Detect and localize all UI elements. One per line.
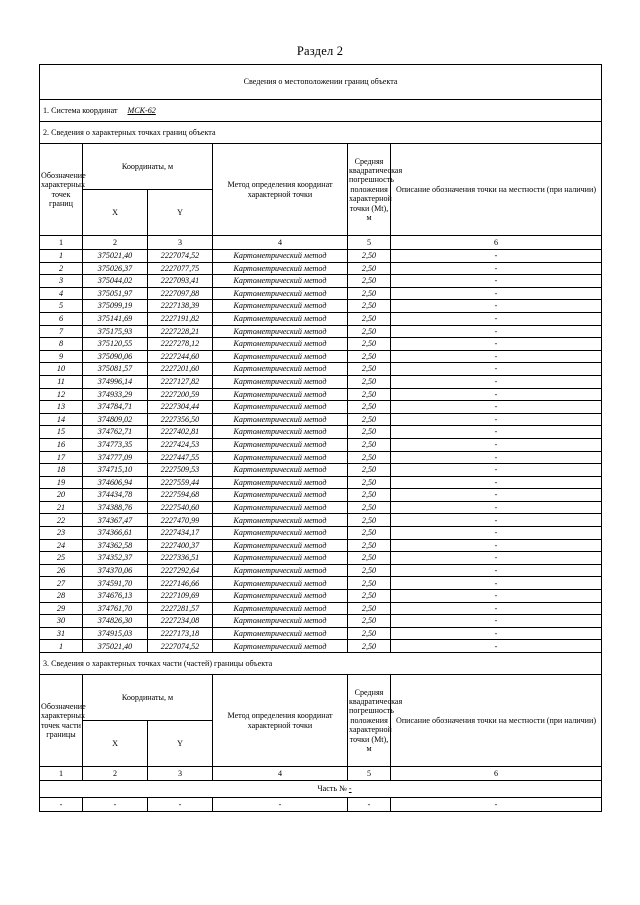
point-description: -: [391, 501, 602, 514]
document-banner: Сведения о местоположении границ объекта: [40, 65, 602, 100]
part-colnum-5: 5: [348, 767, 391, 781]
table-row: [40, 640, 602, 653]
point-y: 2227228,21: [148, 325, 213, 338]
point-method: Картометрический метод: [213, 602, 348, 615]
point-y: 2227093,41: [148, 275, 213, 288]
point-number: 6: [40, 312, 83, 325]
point-mt: 2,50: [348, 514, 391, 527]
point-y: 2227200,59: [148, 388, 213, 401]
header-method: Метод определения координат характерной точки: [213, 144, 348, 236]
point-method: Картометрический метод: [213, 338, 348, 351]
point-mt: 2,50: [348, 426, 391, 439]
point-mt: 2,50: [348, 577, 391, 590]
point-method: Картометрический метод: [213, 627, 348, 640]
colnum-5: 5: [348, 236, 391, 250]
table-row: [40, 552, 602, 565]
point-description: -: [391, 338, 602, 351]
point-method: Картометрический метод: [213, 501, 348, 514]
point-x: 374606,94: [83, 476, 148, 489]
point-method: Картометрический метод: [213, 527, 348, 540]
header-description: Описание обозначения точки на местности (при наличии): [391, 144, 602, 236]
point-mt: 2,50: [348, 489, 391, 502]
point-description: -: [391, 325, 602, 338]
part-number-label: Часть №: [317, 784, 347, 794]
point-description: -: [391, 426, 602, 439]
point-number: 24: [40, 539, 83, 552]
point-method: Картометрический метод: [213, 388, 348, 401]
point-x: 374996,14: [83, 375, 148, 388]
table-row: [40, 527, 602, 540]
point-number: 10: [40, 363, 83, 376]
point-description: -: [391, 577, 602, 590]
point-method: Картометрический метод: [213, 300, 348, 313]
colnum-1: 1: [40, 236, 83, 250]
point-method: Картометрический метод: [213, 552, 348, 565]
header-point-designation: Обозначение характерных точек границ: [40, 144, 83, 236]
point-method: Картометрический метод: [213, 590, 348, 603]
point-x: 374933,29: [83, 388, 148, 401]
point-method: Картометрический метод: [213, 401, 348, 414]
table-row: [40, 451, 602, 464]
point-mt: 2,50: [348, 590, 391, 603]
point-mt: 2,50: [348, 312, 391, 325]
point-number: 22: [40, 514, 83, 527]
point-mt: 2,50: [348, 275, 391, 288]
point-x: 374809,02: [83, 413, 148, 426]
point-number: 2: [40, 262, 83, 275]
part-empty-cell-1: -: [40, 798, 83, 812]
section2-header-row-1: [40, 144, 602, 190]
point-x: 375021,40: [83, 250, 148, 263]
point-x: 374784,71: [83, 401, 148, 414]
part-number-cell: [40, 781, 602, 798]
point-y: 2227509,53: [148, 464, 213, 477]
point-method: Картометрический метод: [213, 451, 348, 464]
point-mt: 2,50: [348, 338, 391, 351]
header-x-part: X: [83, 721, 148, 767]
section3-numbering-row: [40, 767, 602, 781]
point-x: 374352,37: [83, 552, 148, 565]
point-method: Картометрический метод: [213, 640, 348, 653]
table-row: [40, 564, 602, 577]
table-row: [40, 401, 602, 414]
part-number-value: -: [348, 784, 352, 794]
section3-title-row: [40, 653, 602, 675]
point-y: 2227292,64: [148, 564, 213, 577]
point-y: 2227402,81: [148, 426, 213, 439]
point-number: 16: [40, 438, 83, 451]
point-mt: 2,50: [348, 451, 391, 464]
point-mt: 2,50: [348, 501, 391, 514]
point-mt: 2,50: [348, 640, 391, 653]
table-row: [40, 501, 602, 514]
table-row: [40, 627, 602, 640]
point-description: -: [391, 539, 602, 552]
point-description: -: [391, 476, 602, 489]
point-number: 1: [40, 640, 83, 653]
point-mt: 2,50: [348, 401, 391, 414]
point-method: Картометрический метод: [213, 250, 348, 263]
point-method: Картометрический метод: [213, 426, 348, 439]
point-y: 2227244,60: [148, 350, 213, 363]
table-row: [40, 489, 602, 502]
point-number: 17: [40, 451, 83, 464]
point-method: Картометрический метод: [213, 476, 348, 489]
point-description: -: [391, 312, 602, 325]
point-number: 28: [40, 590, 83, 603]
point-description: -: [391, 640, 602, 653]
point-description: -: [391, 375, 602, 388]
point-description: -: [391, 590, 602, 603]
table-row: [40, 262, 602, 275]
point-number: 23: [40, 527, 83, 540]
part-empty-cell-6: -: [391, 798, 602, 812]
coordinate-system-cell: [40, 100, 602, 122]
point-method: Картометрический метод: [213, 539, 348, 552]
point-description: -: [391, 438, 602, 451]
point-y: 2227559,44: [148, 476, 213, 489]
point-y: 2227173,18: [148, 627, 213, 640]
table-row: [40, 577, 602, 590]
point-method: Картометрический метод: [213, 375, 348, 388]
point-method: Картометрический метод: [213, 312, 348, 325]
header-y-part: Y: [148, 721, 213, 767]
point-y: 2227434,17: [148, 527, 213, 540]
part-empty-cell-2: -: [83, 798, 148, 812]
part-empty-row: [40, 798, 602, 812]
boundary-info-table: [39, 64, 602, 812]
section3-title: 3. Сведения о характерных точках части (частей) границы объекта: [40, 653, 602, 675]
point-description: -: [391, 300, 602, 313]
point-description: -: [391, 451, 602, 464]
colnum-6: 6: [391, 236, 602, 250]
table-row: [40, 338, 602, 351]
point-mt: 2,50: [348, 250, 391, 263]
section2-title: 2. Сведения о характерных точках границ объекта: [40, 122, 602, 144]
header-description-part: Описание обозначения точки на местности (при наличии): [391, 675, 602, 767]
point-number: 9: [40, 350, 83, 363]
point-mt: 2,50: [348, 627, 391, 640]
point-x: 375044,02: [83, 275, 148, 288]
header-mse-part: Средняя квадратическая погрешность положения характерной точки (Mt), м: [348, 675, 391, 767]
point-number: 12: [40, 388, 83, 401]
colnum-4: 4: [213, 236, 348, 250]
point-description: -: [391, 350, 602, 363]
table-row: [40, 312, 602, 325]
point-x: 375141,69: [83, 312, 148, 325]
point-mt: 2,50: [348, 602, 391, 615]
point-description: -: [391, 564, 602, 577]
colnum-3: 3: [148, 236, 213, 250]
point-x: 374362,58: [83, 539, 148, 552]
table-row: [40, 438, 602, 451]
point-method: Картометрический метод: [213, 262, 348, 275]
section2-numbering-row: [40, 236, 602, 250]
point-number: 14: [40, 413, 83, 426]
point-description: -: [391, 275, 602, 288]
header-mse: Средняя квадратическая погрешность положения характерной точки (Mt), м: [348, 144, 391, 236]
point-mt: 2,50: [348, 363, 391, 376]
point-y: 2227540,60: [148, 501, 213, 514]
point-x: 375175,93: [83, 325, 148, 338]
point-x: 374676,13: [83, 590, 148, 603]
point-method: Картометрический метод: [213, 363, 348, 376]
point-x: 374366,61: [83, 527, 148, 540]
point-number: 27: [40, 577, 83, 590]
point-x: 375081,57: [83, 363, 148, 376]
point-mt: 2,50: [348, 350, 391, 363]
point-method: Картометрический метод: [213, 325, 348, 338]
header-method-part: Метод определения координат характерной точки: [213, 675, 348, 767]
point-number: 4: [40, 287, 83, 300]
point-y: 2227201,60: [148, 363, 213, 376]
point-description: -: [391, 615, 602, 628]
point-description: -: [391, 401, 602, 414]
point-x: 374434,78: [83, 489, 148, 502]
point-mt: 2,50: [348, 564, 391, 577]
point-description: -: [391, 602, 602, 615]
point-y: 2227146,66: [148, 577, 213, 590]
point-description: -: [391, 363, 602, 376]
table-row: [40, 325, 602, 338]
point-x: 374591,70: [83, 577, 148, 590]
part-number-row: [40, 781, 602, 798]
point-x: 375051,97: [83, 287, 148, 300]
part-empty-cell-3: -: [148, 798, 213, 812]
point-y: 2227281,57: [148, 602, 213, 615]
table-row: [40, 363, 602, 376]
point-number: 31: [40, 627, 83, 640]
point-number: 7: [40, 325, 83, 338]
point-number: 5: [40, 300, 83, 313]
point-number: 3: [40, 275, 83, 288]
point-mt: 2,50: [348, 464, 391, 477]
point-description: -: [391, 413, 602, 426]
point-mt: 2,50: [348, 438, 391, 451]
point-number: 30: [40, 615, 83, 628]
point-y: 2227278,12: [148, 338, 213, 351]
table-row: [40, 539, 602, 552]
table-row: [40, 590, 602, 603]
point-y: 2227109,69: [148, 590, 213, 603]
point-x: 374826,30: [83, 615, 148, 628]
table-row: [40, 602, 602, 615]
point-method: Картометрический метод: [213, 413, 348, 426]
point-description: -: [391, 489, 602, 502]
header-x: X: [83, 190, 148, 236]
part-colnum-3: 3: [148, 767, 213, 781]
table-row: [40, 514, 602, 527]
point-y: 2227304,44: [148, 401, 213, 414]
coordinate-system-label: 1. Система координат: [43, 105, 118, 115]
point-method: Картометрический метод: [213, 438, 348, 451]
table-row: [40, 250, 602, 263]
point-y: 2227447,55: [148, 451, 213, 464]
point-method: Картометрический метод: [213, 464, 348, 477]
point-description: -: [391, 287, 602, 300]
point-number: 21: [40, 501, 83, 514]
point-y: 2227138,39: [148, 300, 213, 313]
point-description: -: [391, 514, 602, 527]
colnum-2: 2: [83, 236, 148, 250]
point-method: Картометрический метод: [213, 514, 348, 527]
point-mt: 2,50: [348, 539, 391, 552]
point-y: 2227097,88: [148, 287, 213, 300]
point-x: 374761,70: [83, 602, 148, 615]
point-y: 2227234,08: [148, 615, 213, 628]
header-y: Y: [148, 190, 213, 236]
point-number: 25: [40, 552, 83, 565]
point-number: 19: [40, 476, 83, 489]
point-mt: 2,50: [348, 300, 391, 313]
point-number: 1: [40, 250, 83, 263]
point-y: 2227594,68: [148, 489, 213, 502]
table-row: [40, 375, 602, 388]
point-number: 20: [40, 489, 83, 502]
point-mt: 2,50: [348, 287, 391, 300]
point-x: 374915,03: [83, 627, 148, 640]
point-mt: 2,50: [348, 413, 391, 426]
point-x: 375120,55: [83, 338, 148, 351]
point-method: Картометрический метод: [213, 489, 348, 502]
main-table-wrapper: [39, 64, 601, 812]
page-title: Раздел 2: [296, 44, 344, 58]
point-method: Картометрический метод: [213, 615, 348, 628]
point-description: -: [391, 627, 602, 640]
point-description: -: [391, 262, 602, 275]
table-row: [40, 287, 602, 300]
point-mt: 2,50: [348, 552, 391, 565]
part-colnum-6: 6: [391, 767, 602, 781]
section3-header-row-1: [40, 675, 602, 721]
point-x: 374773,35: [83, 438, 148, 451]
part-colnum-4: 4: [213, 767, 348, 781]
point-x: 375021,40: [83, 640, 148, 653]
point-description: -: [391, 250, 602, 263]
header-coordinates-part: Координаты, м: [83, 675, 213, 721]
point-mt: 2,50: [348, 375, 391, 388]
point-number: 29: [40, 602, 83, 615]
point-y: 2227424,53: [148, 438, 213, 451]
header-point-designation-part: Обозначение характерных точек части границы: [40, 675, 83, 767]
point-y: 2227074,52: [148, 250, 213, 263]
point-number: 18: [40, 464, 83, 477]
point-description: -: [391, 464, 602, 477]
point-mt: 2,50: [348, 476, 391, 489]
point-number: 26: [40, 564, 83, 577]
point-method: Картометрический метод: [213, 577, 348, 590]
point-description: -: [391, 527, 602, 540]
point-x: 374715,10: [83, 464, 148, 477]
part-empty-cell-5: -: [348, 798, 391, 812]
point-y: 2227127,82: [148, 375, 213, 388]
point-mt: 2,50: [348, 615, 391, 628]
table-row: [40, 300, 602, 313]
point-x: 374370,06: [83, 564, 148, 577]
point-x: 375099,19: [83, 300, 148, 313]
point-number: 15: [40, 426, 83, 439]
point-y: 2227400,37: [148, 539, 213, 552]
table-row: [40, 350, 602, 363]
point-x: 374777,09: [83, 451, 148, 464]
point-x: 374762,71: [83, 426, 148, 439]
point-y: 2227191,82: [148, 312, 213, 325]
part-colnum-1: 1: [40, 767, 83, 781]
point-number: 11: [40, 375, 83, 388]
point-y: 2227470,99: [148, 514, 213, 527]
table-body: [40, 65, 602, 812]
table-row: [40, 426, 602, 439]
point-description: -: [391, 388, 602, 401]
table-row: [40, 388, 602, 401]
part-colnum-2: 2: [83, 767, 148, 781]
point-number: 13: [40, 401, 83, 414]
point-method: Картометрический метод: [213, 350, 348, 363]
point-y: 2227077,75: [148, 262, 213, 275]
point-y: 2227356,50: [148, 413, 213, 426]
point-mt: 2,50: [348, 262, 391, 275]
coordinate-system-row: [40, 100, 602, 122]
point-mt: 2,50: [348, 388, 391, 401]
point-method: Картометрический метод: [213, 564, 348, 577]
point-number: 8: [40, 338, 83, 351]
table-row: [40, 476, 602, 489]
section2-title-row: [40, 122, 602, 144]
point-method: Картометрический метод: [213, 275, 348, 288]
table-row: [40, 464, 602, 477]
point-x: 374388,76: [83, 501, 148, 514]
point-x: 375090,06: [83, 350, 148, 363]
point-description: -: [391, 552, 602, 565]
point-mt: 2,50: [348, 527, 391, 540]
part-empty-cell-4: -: [213, 798, 348, 812]
point-x: 375026,37: [83, 262, 148, 275]
header-coordinates: Координаты, м: [83, 144, 213, 190]
point-method: Картометрический метод: [213, 287, 348, 300]
table-row: [40, 413, 602, 426]
point-y: 2227074,52: [148, 640, 213, 653]
table-row: [40, 615, 602, 628]
banner-row: [40, 65, 602, 100]
point-x: 374367,47: [83, 514, 148, 527]
point-y: 2227336,51: [148, 552, 213, 565]
table-row: [40, 275, 602, 288]
coordinate-system-value: МСК-62: [127, 105, 156, 115]
point-mt: 2,50: [348, 325, 391, 338]
